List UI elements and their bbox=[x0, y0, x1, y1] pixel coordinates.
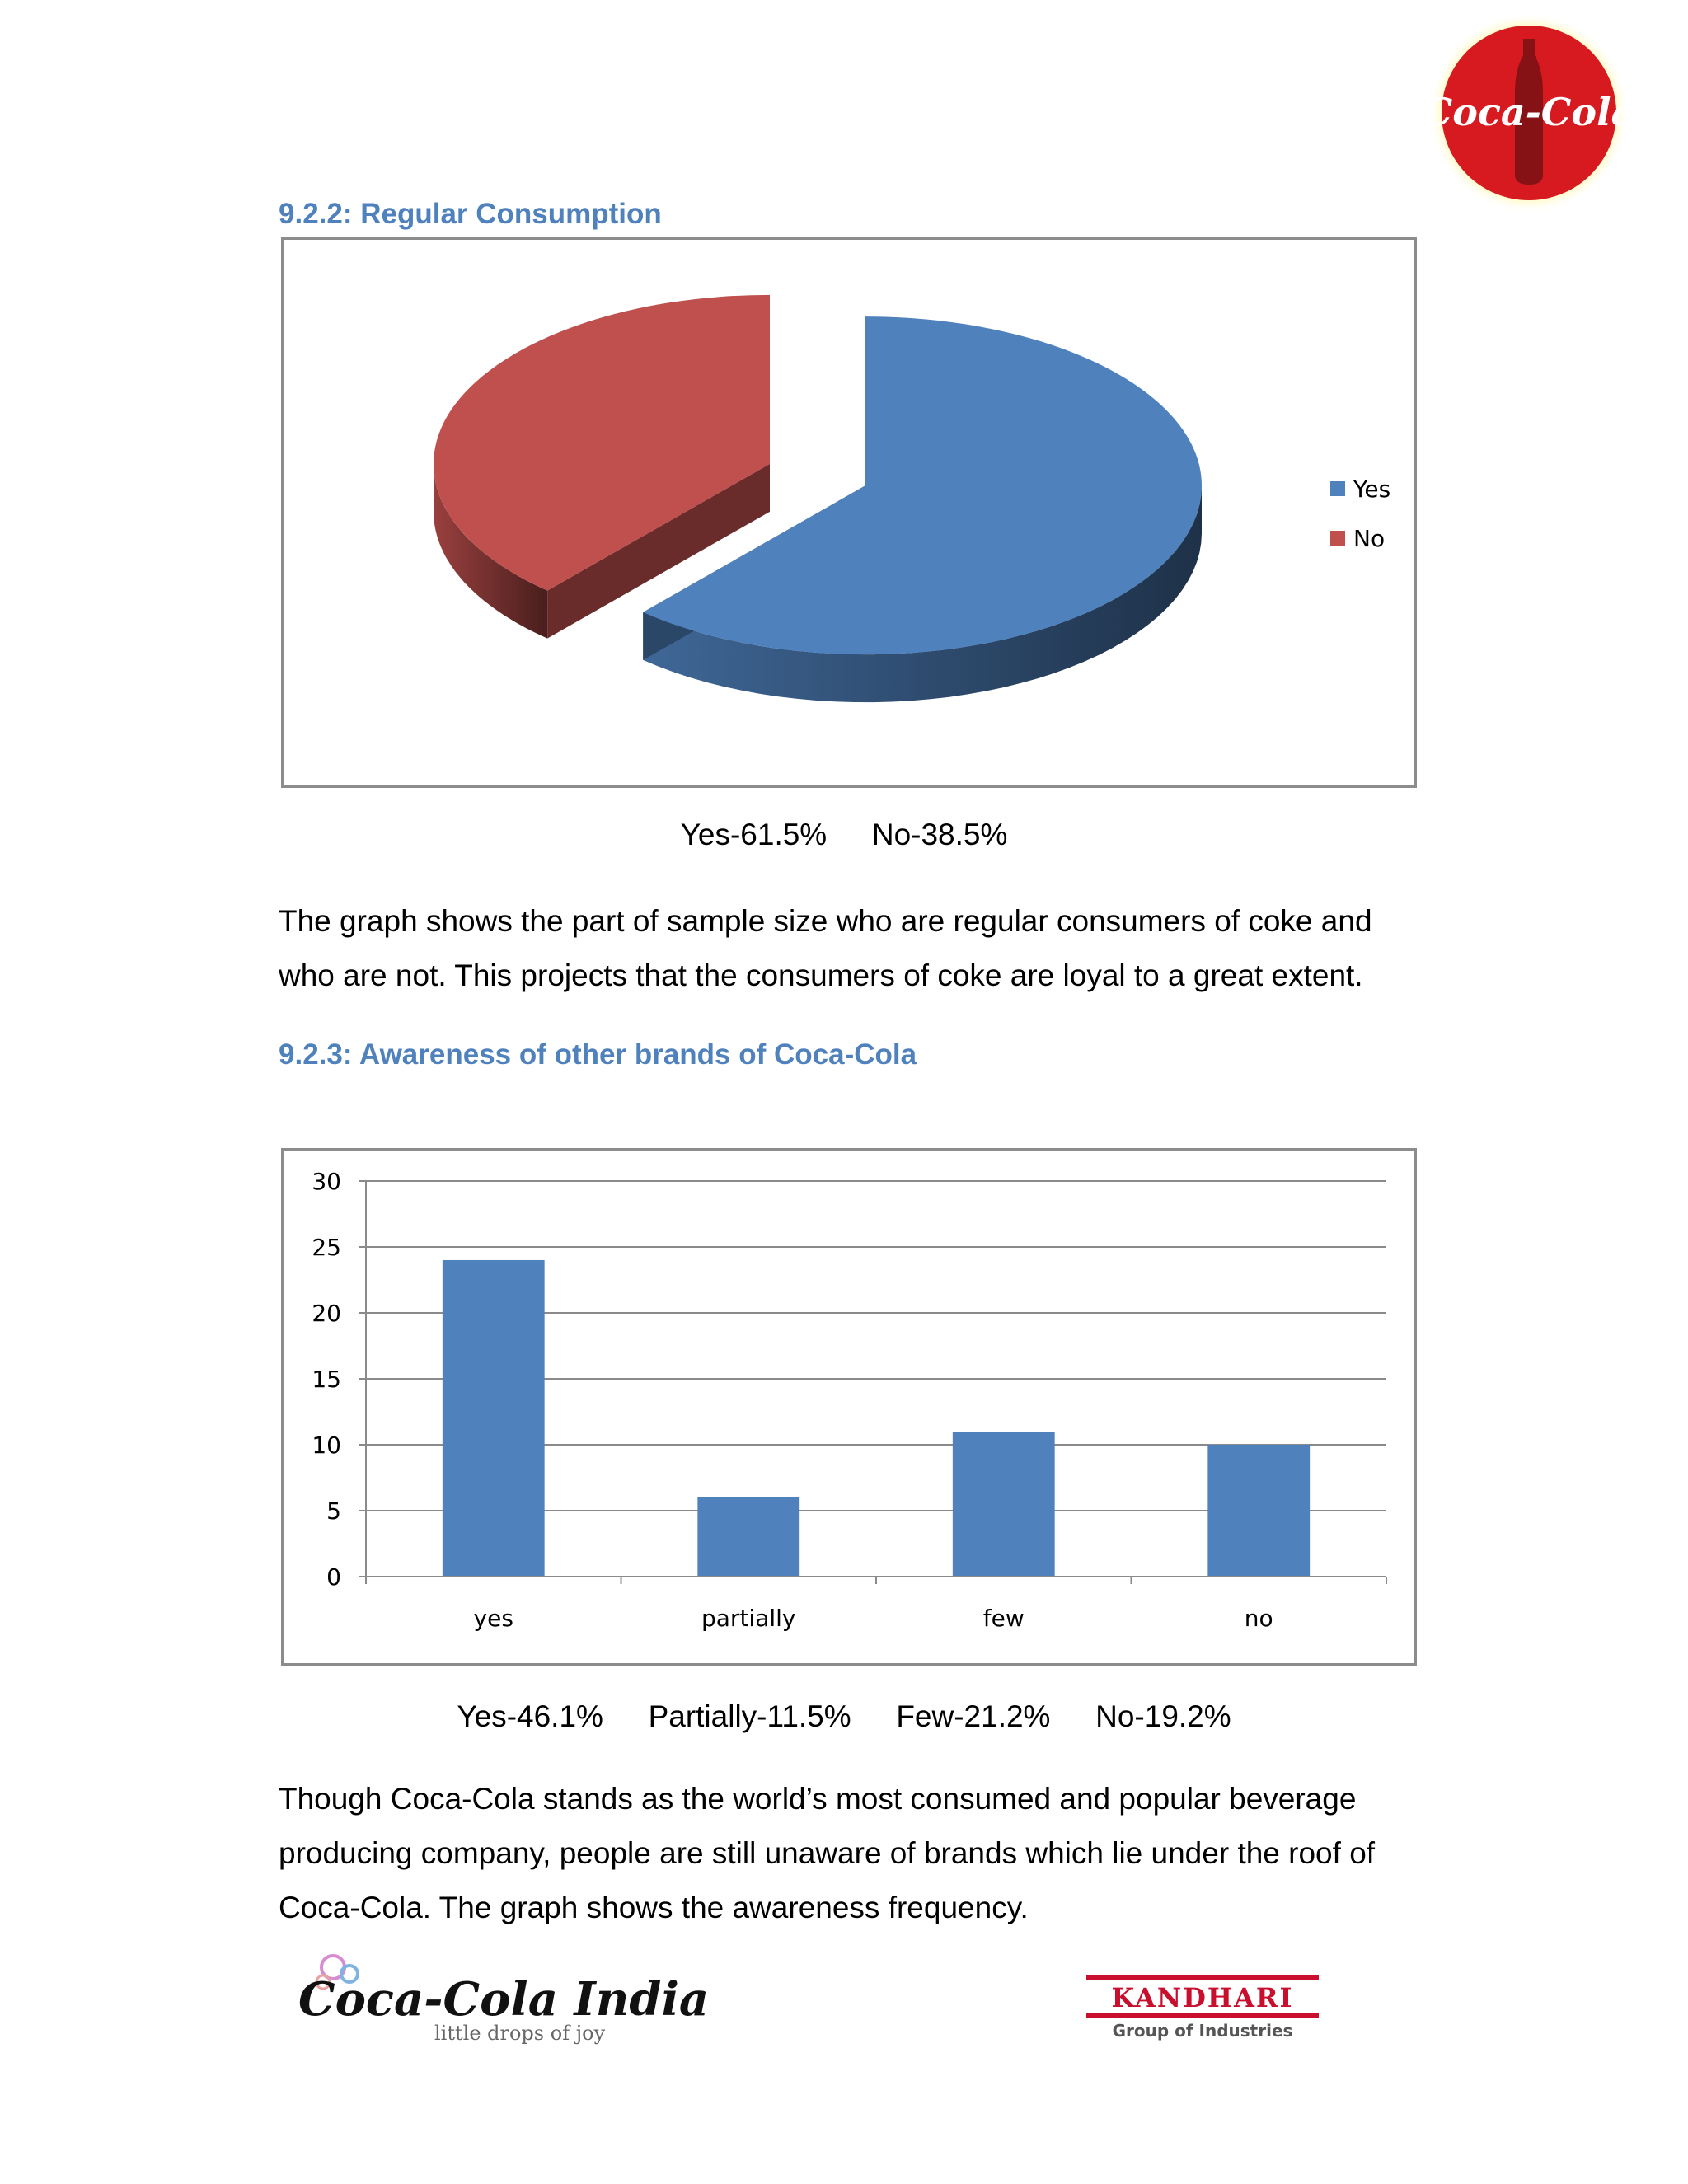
coca-cola-india-wordmark: Coca-Cola India bbox=[298, 1972, 710, 2027]
pie-top-no bbox=[434, 295, 770, 591]
paragraph-regular-consumption: The graph shows the part of sample size who are regular consumers of coke and who are not. This projects that the consumers of coke are loyal to a great extent. bbox=[279, 904, 1372, 992]
caption-partially: Partially-11.5% bbox=[648, 1699, 851, 1733]
bar-yes bbox=[443, 1260, 545, 1577]
caption-no-awareness: No-19.2% bbox=[1095, 1699, 1231, 1733]
legend-item-yes bbox=[1330, 464, 1390, 513]
pie-chart-regular-consumption bbox=[281, 237, 1417, 788]
legend-label-yes: Yes bbox=[1353, 475, 1391, 503]
bar-chart-awareness bbox=[281, 1148, 1417, 1666]
legend-item-no bbox=[1330, 513, 1390, 563]
bar-chart-canvas bbox=[284, 1151, 1414, 1663]
kandhari-logo bbox=[1086, 1974, 1319, 2041]
y-tick-label-10: 10 bbox=[312, 1432, 341, 1459]
coca-cola-india-tagline: little drops of joy bbox=[434, 2022, 606, 2045]
caption-few: Few-21.2% bbox=[896, 1699, 1051, 1733]
x-tick-label-partially: partially bbox=[701, 1605, 796, 1632]
pie-caption bbox=[0, 818, 1688, 852]
x-tick-label-yes: yes bbox=[473, 1605, 513, 1632]
coca-cola-seal-logo bbox=[1422, 10, 1636, 216]
bar-no bbox=[1207, 1445, 1310, 1577]
y-tick-label-15: 15 bbox=[312, 1366, 341, 1393]
seal-wordmark: Coca-Cola bbox=[1422, 90, 1636, 134]
pie-chart-canvas bbox=[284, 240, 1414, 785]
y-tick-label-25: 25 bbox=[312, 1234, 341, 1261]
legend-label-no: No bbox=[1353, 524, 1386, 552]
y-tick-label-20: 20 bbox=[312, 1300, 341, 1327]
x-tick-label-few: few bbox=[982, 1605, 1025, 1632]
coca-cola-india-logo bbox=[298, 1949, 710, 2048]
section-heading-awareness: 9.2.3: Awareness of other brands of Coca-Cola bbox=[279, 1038, 917, 1071]
legend-swatch-yes bbox=[1330, 481, 1345, 496]
y-tick-label-30: 30 bbox=[312, 1168, 341, 1195]
x-tick-label-no: no bbox=[1244, 1605, 1273, 1632]
kandhari-tagline: Group of Industries bbox=[1112, 2021, 1293, 2041]
paragraph-awareness: Though Coca-Cola stands as the world’s most consumed and popular beverage producing company, people are still unaware of brands which lie under the roof of Coca-Cola. The graph shows the awareness frequency. bbox=[279, 1782, 1376, 1924]
bar-caption bbox=[0, 1699, 1688, 1734]
caption-yes: Yes-61.5% bbox=[680, 818, 828, 851]
caption-yes-awareness: Yes-46.1% bbox=[457, 1699, 603, 1733]
legend-swatch-no bbox=[1330, 531, 1345, 546]
y-tick-label-5: 5 bbox=[326, 1497, 341, 1525]
y-tick-label-0: 0 bbox=[326, 1563, 341, 1591]
section-heading-regular-consumption: 9.2.2: Regular Consumption bbox=[279, 198, 662, 230]
pie-legend bbox=[1330, 464, 1390, 563]
kandhari-wordmark: KANDHARI bbox=[1111, 1982, 1294, 2013]
coca-cola-india-logo-mark bbox=[298, 1949, 710, 2048]
caption-no: No-38.5% bbox=[871, 818, 1008, 851]
bar-few bbox=[953, 1432, 1055, 1577]
bar-partially bbox=[697, 1497, 799, 1577]
kandhari-logo-mark bbox=[1086, 1974, 1319, 2041]
